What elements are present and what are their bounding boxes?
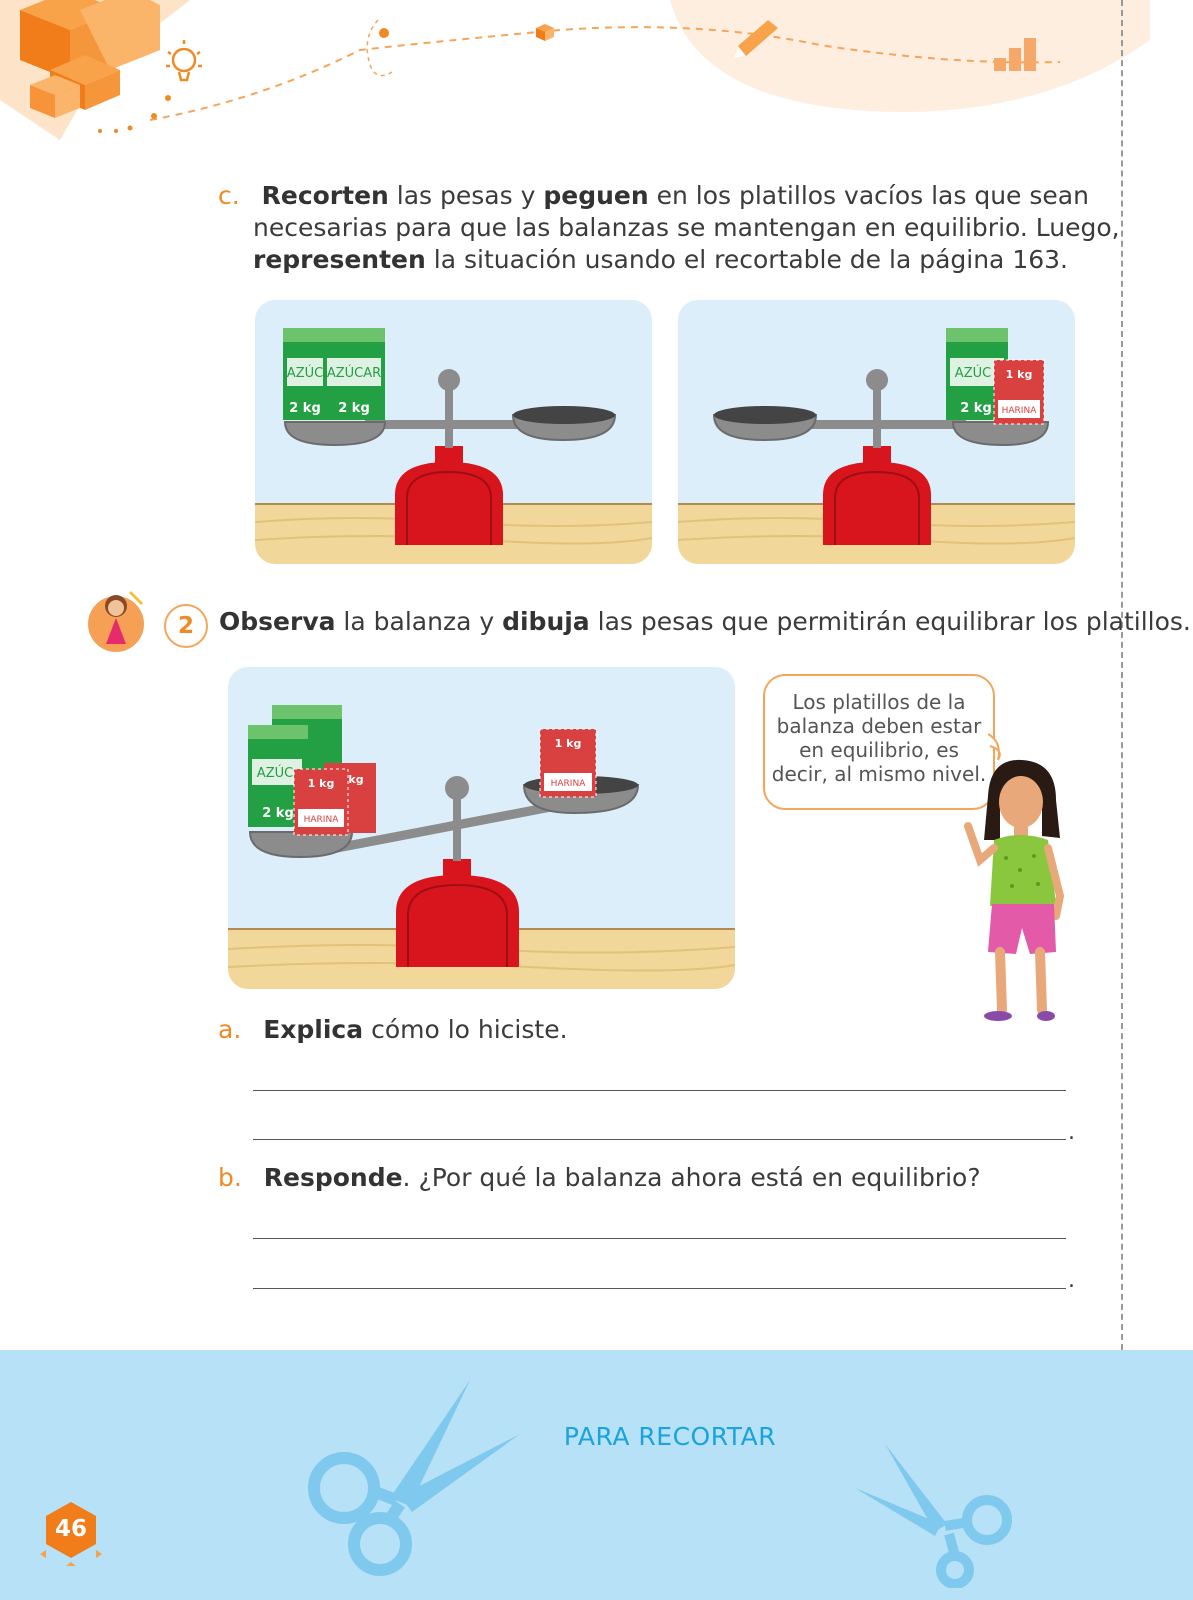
answer-line[interactable] bbox=[253, 1288, 1066, 1289]
activity-number: 2 bbox=[164, 604, 208, 648]
answer-end-mark: . bbox=[1068, 1268, 1075, 1293]
flour-weight: 1 kg bbox=[554, 737, 582, 750]
sugar-label: AZÚCAR bbox=[326, 366, 382, 381]
balance-scene-1 bbox=[255, 300, 652, 564]
speech-bubble-text bbox=[765, 690, 993, 786]
text-segment: la situación usando el recortable de la página 163. bbox=[425, 245, 1068, 274]
cut-line bbox=[1121, 0, 1123, 1350]
verb-explica: Explica bbox=[263, 1015, 364, 1044]
answer-line[interactable] bbox=[253, 1238, 1066, 1239]
question-a-letter: a. bbox=[218, 1015, 242, 1044]
text-segment: cómo lo hiciste. bbox=[363, 1015, 568, 1044]
balance-scene-3 bbox=[228, 667, 735, 989]
sugar-weight: 2 kg bbox=[960, 401, 992, 416]
cubes-logo bbox=[0, 0, 190, 140]
bubble-line: en equilibrio, es bbox=[799, 738, 959, 762]
page-number: 46 bbox=[54, 1516, 87, 1542]
question-b bbox=[218, 1162, 981, 1194]
question-a bbox=[218, 1014, 568, 1046]
text-segment: la balanza y bbox=[335, 607, 503, 636]
sugar-weight: 2 kg bbox=[338, 401, 370, 416]
text-segment: las pesas y bbox=[388, 181, 544, 210]
flour-bag bbox=[540, 729, 596, 797]
verb-recorten: Recorten bbox=[261, 181, 389, 210]
sugar-label: AZÚC bbox=[954, 366, 992, 381]
right-pan bbox=[513, 406, 615, 440]
section-c-line3 bbox=[253, 244, 1068, 276]
footer-title: PARA RECORTAR bbox=[563, 1422, 777, 1451]
flour-weight: 1 kg bbox=[307, 777, 335, 790]
flour-bag bbox=[994, 360, 1044, 424]
scissors-icon bbox=[300, 1378, 530, 1578]
flour-label: HARINA bbox=[550, 779, 586, 789]
question-b-letter: b. bbox=[218, 1163, 242, 1192]
verb-observa: Observa bbox=[219, 607, 336, 636]
header-decoration bbox=[0, 0, 1193, 150]
section-c-line2 bbox=[253, 212, 1120, 244]
activity-2-instruction bbox=[219, 606, 1191, 638]
section-c-letter: c. bbox=[218, 181, 240, 210]
girl-avatar-icon bbox=[86, 586, 152, 656]
answer-end-mark: . bbox=[1068, 1120, 1075, 1145]
flour-label: HARINA bbox=[1001, 406, 1037, 416]
answer-line[interactable] bbox=[253, 1090, 1066, 1091]
svg-text:kg: kg bbox=[348, 773, 364, 786]
answer-line[interactable] bbox=[253, 1139, 1066, 1140]
verb-dibuja: dibuja bbox=[502, 607, 590, 636]
balance-scene-2 bbox=[678, 300, 1075, 564]
scissors-icon bbox=[855, 1438, 1025, 1588]
verb-peguen: peguen bbox=[543, 181, 649, 210]
girl-character bbox=[960, 756, 1080, 1038]
sugar-bag bbox=[323, 328, 385, 420]
sugar-label: AZÚC bbox=[286, 366, 324, 381]
section-c-line1 bbox=[218, 180, 1089, 212]
flour-bag bbox=[294, 769, 348, 835]
bubble-line: balanza deben estar bbox=[776, 714, 982, 738]
text-segment: las pesas que permitirán equilibrar los platillos. bbox=[589, 607, 1191, 636]
bubble-line: Los platillos de la bbox=[792, 690, 966, 714]
sugar-weight: 2 kg bbox=[262, 806, 294, 821]
text-segment: necesarias para que las balanzas se mantengan en equilibrio. Luego, bbox=[253, 213, 1120, 242]
text-segment: . ¿Por qué la balanza ahora está en equilibrio? bbox=[402, 1163, 981, 1192]
verb-representen: representen bbox=[253, 245, 426, 274]
sugar-bag bbox=[283, 328, 327, 420]
cube-small bbox=[536, 24, 554, 41]
flour-weight: 1 kg bbox=[1005, 368, 1033, 381]
lightbulb-icon bbox=[166, 40, 202, 80]
sugar-label: AZÚC bbox=[256, 766, 294, 781]
left-pan bbox=[714, 406, 816, 440]
bubble-line: decir, al mismo nivel. bbox=[771, 762, 987, 786]
sugar-weight: 2 kg bbox=[289, 401, 321, 416]
verb-responde: Responde bbox=[263, 1163, 403, 1192]
flour-label: HARINA bbox=[303, 815, 339, 825]
text-segment: en los platillos vacíos las que sean bbox=[648, 181, 1089, 210]
